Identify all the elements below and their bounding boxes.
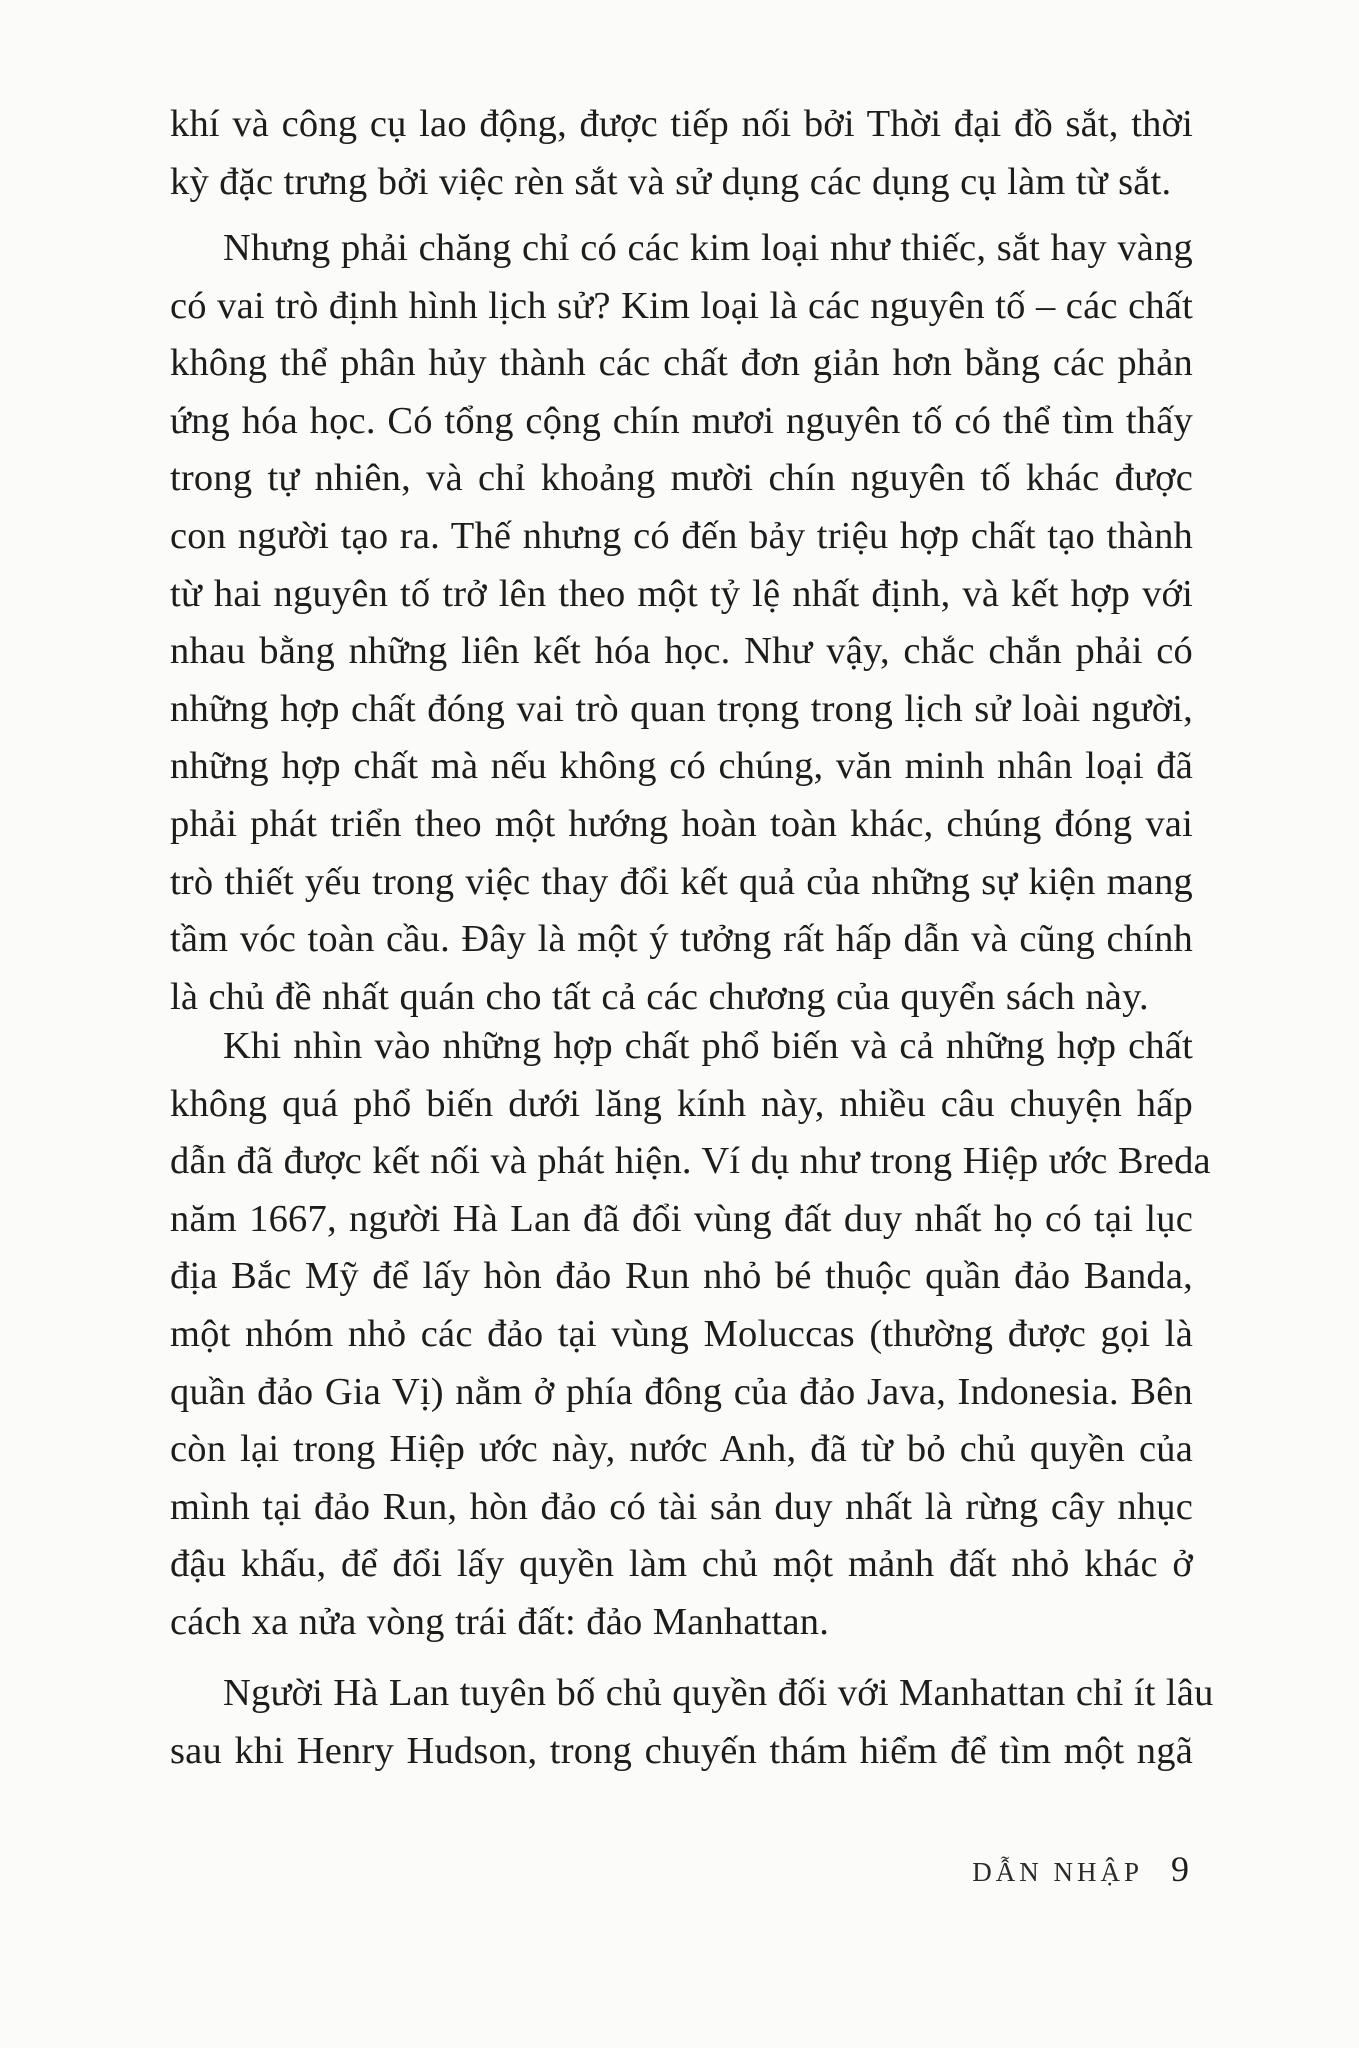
text-line: không quá phổ biến dưới lăng kính này, nhiều câu chuyện hấp: [170, 1082, 1193, 1125]
running-section-title: DẪN NHẬP: [972, 1857, 1143, 1887]
text-line: quần đảo Gia Vị) nằm ở phía đông của đảo Java, Indonesia. Bên: [170, 1370, 1193, 1413]
text-line: sau khi Henry Hudson, trong chuyến thám hiểm để tìm một ngã: [170, 1729, 1193, 1772]
text-line: tầm vóc toàn cầu. Đây là một ý tưởng rất hấp dẫn và cũng chính: [170, 918, 1193, 961]
text-line: phải phát triển theo một hướng hoàn toàn khác, chúng đóng vai: [170, 802, 1193, 845]
text-line: trò thiết yếu trong việc thay đổi kết quả của những sự kiện mang: [170, 860, 1193, 903]
text-line: nhau bằng những liên kết hóa học. Như vậy, chắc chắn phải có: [170, 630, 1193, 673]
page-number: 9: [1171, 1849, 1189, 1889]
text-line: đậu khấu, để đổi lấy quyền làm chủ một mảnh đất nhỏ khác ở: [170, 1543, 1193, 1586]
text-line: trong tự nhiên, và chỉ khoảng mười chín nguyên tố khác được: [170, 457, 1193, 500]
text-line: Khi nhìn vào những hợp chất phổ biến và cả những hợp chất: [223, 1025, 1193, 1067]
text-line: địa Bắc Mỹ để lấy hòn đảo Run nhỏ bé thuộc quần đảo Banda,: [170, 1255, 1193, 1298]
text-line: không thể phân hủy thành các chất đơn giản hơn bằng các phản: [170, 342, 1193, 385]
paragraph-3: [170, 1018, 1211, 1652]
text-line: những hợp chất đóng vai trò quan trọng trong lịch sử loài người,: [170, 687, 1193, 730]
page-footer: [972, 1848, 1189, 1890]
paragraph-4: [170, 1665, 1214, 1780]
text-line: năm 1667, người Hà Lan đã đổi vùng đất duy nhất họ có tại lục: [170, 1197, 1193, 1240]
text-line: một nhóm nhỏ các đảo tại vùng Moluccas (thường được gọi là: [170, 1312, 1193, 1355]
text-line: cách xa nửa vòng trái đất: đảo Manhattan.: [170, 1600, 830, 1643]
text-line: ứng hóa học. Có tổng cộng chín mươi nguyên tố có thể tìm thấy: [170, 399, 1193, 442]
text-line: Người Hà Lan tuyên bố chủ quyền đối với Manhattan chỉ ít lâu: [223, 1672, 1214, 1714]
text-line: những hợp chất mà nếu không có chúng, văn minh nhân loại đã: [170, 745, 1193, 788]
text-line: khí và công cụ lao động, được tiếp nối bởi Thời đại đồ sắt, thời: [170, 103, 1193, 145]
text-line: mình tại đảo Run, hòn đảo có tài sản duy nhất là rừng cây nhục: [170, 1485, 1193, 1528]
text-line: kỳ đặc trưng bởi việc rèn sắt và sử dụng các dụng cụ làm từ sắt.: [170, 160, 1172, 203]
text-line: là chủ đề nhất quán cho tất cả các chương của quyển sách này.: [170, 975, 1149, 1018]
text-line: con người tạo ra. Thế nhưng có đến bảy triệu hợp chất tạo thành: [170, 514, 1193, 557]
text-line: dẫn đã được kết nối và phát hiện. Ví dụ như trong Hiệp ước Breda: [170, 1140, 1211, 1183]
text-line: từ hai nguyên tố trở lên theo một tỷ lệ nhất định, và kết hợp với: [170, 572, 1193, 615]
paragraph-1: [170, 96, 1193, 211]
text-line: còn lại trong Hiệp ước này, nước Anh, đã từ bỏ chủ quyền của: [170, 1428, 1193, 1471]
paragraph-2: [170, 220, 1193, 1026]
text-line: có vai trò định hình lịch sử? Kim loại là các nguyên tố – các chất: [170, 284, 1193, 327]
text-line: Nhưng phải chăng chỉ có các kim loại như thiếc, sắt hay vàng: [223, 227, 1193, 269]
